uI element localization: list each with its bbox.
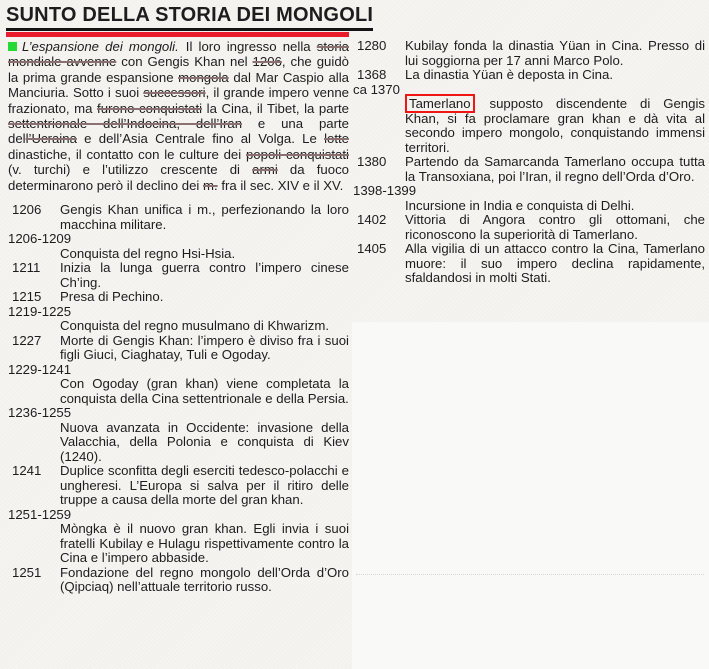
entry-text	[60, 319, 349, 334]
entry-text-part: Mòngka è il nuovo gran khan. Egli invia i suoi fratelli Kubilay e Hulagu rispettivamente contro la Cina e l’impero abbaside.	[60, 521, 349, 566]
entry-year: 1405	[357, 241, 387, 256]
intro-paragraph	[8, 39, 349, 193]
timeline-entry	[353, 83, 705, 156]
timeline-entry	[8, 290, 349, 305]
timeline-entry	[353, 184, 705, 213]
intro-body	[8, 39, 349, 193]
entry-text-part: Presa di Pechino.	[60, 289, 164, 305]
two-column-layout	[0, 39, 709, 595]
intro-text: , che guidò la prima grande espansione	[8, 54, 349, 85]
entry-text-part: Gengis Khan unifica i m., perfezionando la loro macchina militare.	[60, 202, 349, 232]
struck-text: successori	[143, 85, 206, 101]
timeline-entry	[8, 232, 349, 261]
entry-text	[60, 203, 349, 232]
entry-text	[405, 242, 705, 286]
entry-text	[60, 261, 349, 290]
intro-text: e una parte del	[8, 116, 349, 147]
struck-text: l’Ucraina	[25, 131, 77, 147]
entry-text	[60, 247, 349, 262]
entry-year: 1236-1255	[8, 405, 72, 421]
timeline-entry	[8, 305, 349, 334]
entry-year: 1251-1259	[8, 506, 72, 522]
entry-text	[60, 334, 349, 363]
timeline-entry	[353, 213, 705, 242]
right-column	[353, 39, 705, 595]
struck-text: armi	[252, 162, 278, 178]
entry-text-part: Vittoria di Angora contro gli ottomani, che riconoscono la superiorità di Tamerlano.	[405, 212, 705, 242]
intro-text: con Gengis Khan nel	[116, 54, 253, 70]
entry-text	[60, 566, 349, 595]
intro-text: (v. turchi) e l’utilizzo crescente di	[8, 162, 253, 178]
page-title: SUNTO DELLA STORIA DEI MONGOLI	[6, 4, 373, 31]
intro-text: la Cina, il Tibet, la parte	[202, 100, 349, 116]
timeline-entry	[8, 334, 349, 363]
struck-text: storia mondiale avvenne	[8, 39, 349, 70]
page-header	[0, 0, 709, 37]
entry-text	[405, 213, 705, 242]
intro-text: dinastiche, il contatto con le culture dei	[8, 146, 246, 162]
title-underline-bar	[6, 32, 349, 37]
entry-text	[405, 68, 705, 83]
entry-year: 1251	[12, 564, 42, 580]
entry-text-part: Partendo da Samarcanda Tamerlano occupa tutta la Transoxiana, poi l’Iran, il regno dell’Orda d’Oro.	[405, 154, 705, 184]
entry-year: 1380	[357, 154, 387, 169]
left-column	[8, 39, 349, 595]
struck-text: 1206	[252, 54, 282, 70]
timeline-entry	[8, 508, 349, 566]
entry-text-part: Fondazione del regno mongolo dell’Orda d’Oro (Qipciaq) nell’attuale territorio russo.	[60, 564, 349, 595]
entry-year: 1219-1225	[8, 303, 72, 319]
entry-year: 1211	[12, 260, 41, 276]
entry-year: 1280	[357, 38, 387, 53]
entry-year: 1402	[357, 212, 387, 227]
struck-text: settentrionale dell’Indocina, dell’Iran	[8, 116, 243, 132]
entry-text	[60, 464, 349, 508]
timeline-entry	[8, 464, 349, 508]
entry-text	[60, 377, 349, 406]
entry-text-part: Nuova avanzata in Occidente: invasione della Valacchia, della Polonia e conquista di Kiev (1240).	[60, 419, 349, 464]
entry-text	[405, 155, 705, 184]
entry-text	[60, 421, 349, 465]
entry-year: 1398-1399	[353, 183, 417, 198]
intro-text: dal Mar Caspio alla Manciuria. Sotto i suoi	[8, 69, 349, 101]
entry-text-part: Incursione in India e conquista di Delhi.	[405, 197, 635, 213]
intro-lead: L’espansione dei mongoli.	[22, 39, 179, 54]
entry-text-part: Kubilay fonda la dinastia Yüan in Cina. Presso di lui soggiorna per 17 anni Marco Polo.	[405, 38, 705, 68]
timeline-entry	[353, 242, 705, 286]
entry-text-part: supposto discendente di Gengis Khan, si fa proclamare gran khan e dà vita al secondo impero mongolo, conquistando immensi territori.	[405, 96, 705, 155]
entry-year: ca 1370	[353, 81, 400, 97]
entry-year: 1215	[12, 289, 42, 305]
entry-year: 1227	[12, 332, 42, 348]
entry-year: 1206	[12, 202, 42, 218]
timeline-entry	[8, 363, 349, 407]
timeline-entry	[353, 39, 705, 68]
green-square-bullet-icon	[8, 42, 17, 51]
highlight-box: Tamerlano	[405, 94, 475, 113]
entry-text-part: Morte di Gengis Khan: l’impero è diviso fra i suoi figli Giuci, Ciaghatay, Tuli e Ogoday.	[60, 332, 349, 363]
entry-text-part: Conquista del regno Hsi-Hsia.	[60, 245, 236, 261]
entry-text-part: Duplice sconfitta degli eserciti tedesco-polacchi e ungheresi. L’Europa si salva per il ritiro delle truppe a causa della morte del gran khan.	[60, 463, 349, 508]
struck-text: lotte	[324, 131, 349, 147]
entry-year: 1368	[357, 67, 387, 82]
struck-text: furono conquistati	[97, 100, 203, 116]
timeline-entry	[8, 406, 349, 464]
entry-text-part: Con Ogoday (gran khan) viene completata la conquista della Cina settentrionale e della Persia.	[60, 376, 349, 406]
intro-text: Il loro ingresso nella	[185, 39, 317, 54]
timeline-entry	[8, 203, 349, 232]
entry-text	[60, 522, 349, 566]
struck-text: popoli conquistati	[245, 146, 349, 162]
entry-text-part: Alla vigilia di un attacco contro la Cina, Tamerlano muore: il suo impero declina rapidamente, sfaldandosi in molti Stati.	[405, 241, 705, 285]
intro-text: e dell’Asia Centrale fino al Volga. Le	[76, 131, 325, 147]
timeline-left	[8, 203, 349, 595]
struck-text: m.	[203, 177, 218, 193]
timeline-entry	[353, 68, 705, 83]
entry-text-part: La dinastia Yüan è deposta in Cina.	[405, 67, 613, 82]
entry-text	[60, 290, 349, 305]
intro-text: , il grande impero venne frazionato, ma	[8, 85, 349, 116]
entry-text	[405, 97, 705, 155]
timeline-right	[353, 39, 705, 286]
timeline-entry	[8, 566, 349, 595]
entry-text-part: Conquista del regno musulmano di Khwarizm.	[60, 318, 330, 334]
intro-text: fra il sec. XIV e il XV.	[217, 177, 344, 193]
entry-year: 1206-1209	[8, 231, 72, 247]
entry-year: 1229-1241	[8, 361, 72, 377]
entry-text	[405, 199, 705, 214]
timeline-entry	[353, 155, 705, 184]
entry-text	[405, 39, 705, 68]
timeline-entry	[8, 261, 349, 290]
entry-text-part: Inizia la lunga guerra contro l’impero cinese Ch’ing.	[60, 260, 349, 290]
struck-text: mongola	[178, 69, 229, 85]
intro-text: da fuoco determinarono però il declino dei	[8, 162, 349, 193]
entry-year: 1241	[12, 463, 42, 479]
